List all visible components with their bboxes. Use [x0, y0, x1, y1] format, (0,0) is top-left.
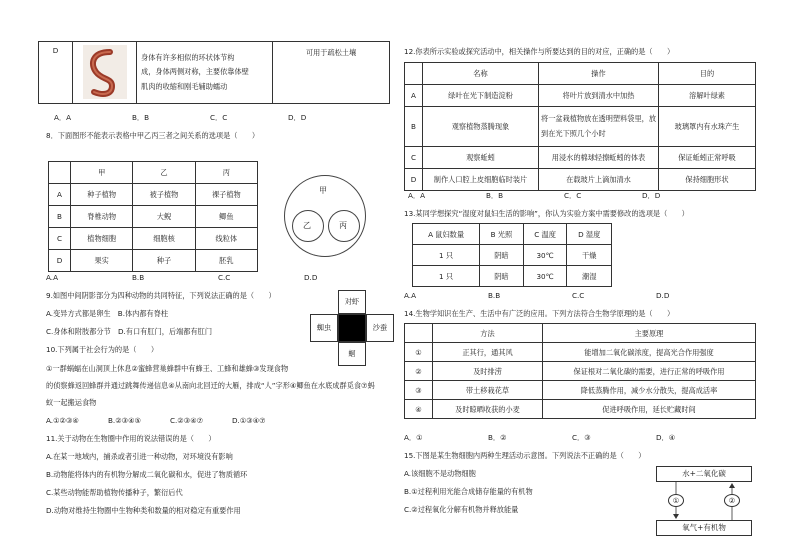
q11-choice[interactable]: C.某些动物能帮助植物传播种子，繁衍后代 [46, 488, 183, 497]
option-d[interactable]: D.D [656, 291, 670, 300]
q12-cell: A [405, 85, 423, 107]
option-a[interactable]: A.A [46, 273, 58, 282]
q13-cell: 1 只 [413, 266, 480, 287]
q8-cell: A [49, 184, 71, 206]
q7-desc-line: 身体有许多相似的环状体节构 [141, 52, 235, 62]
q7-options [54, 113, 306, 122]
q13-table [412, 223, 612, 287]
option-d[interactable]: D.D [304, 273, 318, 282]
q14-cell: 促进呼吸作用，延长贮藏时间 [543, 400, 756, 419]
option-d[interactable]: D．D [642, 191, 661, 200]
option-a[interactable]: A．A [408, 191, 426, 200]
q11-choice[interactable]: A.在某一地域内，捕杀或者引进一种动物，对环境没有影响 [46, 452, 233, 461]
q12-cell: 将一盆栽植物放在透明塑料袋里，放到在光下照几个小时 [539, 107, 659, 147]
q13-header: A 鼠妇数量 [413, 224, 480, 245]
option-b[interactable]: B.②③④⑤ [108, 416, 141, 425]
cross-center-shaded [338, 314, 366, 342]
q8-cell: B [49, 206, 71, 228]
q14-cell: ① [405, 343, 433, 362]
circle-label-bing: 丙 [339, 221, 347, 230]
q8-header: 乙 [133, 162, 195, 184]
option-d[interactable]: D.①③④⑦ [232, 416, 266, 425]
q13-header: C 温度 [523, 224, 567, 245]
q8-cell: 植物细胞 [71, 228, 133, 250]
q8-header: 甲 [71, 162, 133, 184]
q12-table [404, 62, 756, 191]
q14-header: 方法 [433, 324, 543, 343]
q13-cell: 1 只 [413, 245, 480, 266]
diagram-box-o2-organic: 氧气+有机物 [656, 520, 752, 536]
q14-cell: 正其行，通其风 [433, 343, 543, 362]
q8-cell: 裸子植物 [195, 184, 257, 206]
option-b[interactable]: B.B [132, 273, 145, 282]
q12-header: 操作 [539, 63, 659, 85]
q8-cell: 鲫鱼 [195, 206, 257, 228]
cross-right: 沙蚕 [366, 314, 394, 342]
circle-label-jia: 甲 [319, 186, 327, 195]
q7-desc-line: 肌肉的收缩和刚毛辅助蠕动 [141, 81, 228, 91]
option-b[interactable]: B.B [488, 291, 501, 300]
q7-desc-line: 成，身体两侧对称，主要依靠体壁 [141, 67, 249, 77]
q12-cell: D [405, 169, 423, 191]
option-c[interactable]: C.C [572, 291, 585, 300]
q12-cell: 观察蚯蚓 [423, 147, 539, 169]
q8-cell: 细胞核 [133, 228, 195, 250]
option-b[interactable]: B．② [488, 433, 507, 442]
option-b[interactable]: B．B [486, 191, 504, 200]
q7-row-description [137, 42, 273, 104]
q10-line: ①一群蜗蝠在山洞顶上休息②蜜蜂营巢蜂群中有蜂王、工蜂和雄蜂③发现食物 [46, 364, 289, 373]
option-a[interactable]: A.A [404, 291, 416, 300]
q8-cell: 脊椎动物 [71, 206, 133, 228]
cross-bottom: 蛔 [338, 342, 366, 366]
q14-cell: 及时晾晒收获的小麦 [433, 400, 543, 419]
q13-header: B 光照 [480, 224, 524, 245]
q7-row-label: D [39, 42, 73, 104]
q8-cell: 大鲵 [133, 206, 195, 228]
q14-table [404, 323, 756, 419]
q12-options [408, 191, 660, 200]
q10-line: 蚁一起搬运食物 [46, 398, 97, 407]
q15-choice[interactable]: A.该细胞不是动物细胞 [404, 469, 476, 478]
q14-cell: ② [405, 362, 433, 381]
option-c[interactable]: C.C [218, 273, 231, 282]
q13-cell: 干燥 [567, 245, 612, 266]
cross-left: 蜘虫 [310, 314, 338, 342]
q12-cell: C [405, 147, 423, 169]
q11-choice[interactable]: B.动物能将体内的有机物分解成二氧化碳和水，促进了物质循环 [46, 470, 248, 479]
q8-cell: 胚乳 [195, 250, 257, 272]
q12-cell: 玻璃罩内有水珠产生 [659, 107, 756, 147]
q15-stem: 15.下图是某生物细胞内两种生理活动示意图。下列说法不正确的是（ ） [404, 451, 646, 460]
q15-choice[interactable]: C.②过程氧化分解有机物并释放能量 [404, 505, 519, 514]
q8-cell: 果实 [71, 250, 133, 272]
q14-cell: 能增加二氧化碳浓度，提高光合作用强度 [543, 343, 756, 362]
q10-options [46, 416, 266, 425]
option-a[interactable]: A.①②③④ [46, 416, 79, 425]
q13-cell: 阴暗 [480, 266, 524, 287]
q8-cell: 种子 [133, 250, 195, 272]
q12-cell: 保持细胞形状 [659, 169, 756, 191]
q13-header: D 湿度 [567, 224, 612, 245]
q14-header [405, 324, 433, 343]
q8-options [46, 273, 317, 282]
q9-choice[interactable]: A.变异方式都是卵生 B.体内都有脊柱 [46, 309, 169, 318]
q7-table-row [38, 41, 390, 104]
q12-cell: 保证蚯蚓正常呼吸 [659, 147, 756, 169]
q13-cell: 30℃ [523, 245, 567, 266]
q13-stem: 13.某同学想探究“湿度对鼠妇生活的影响”，你认为实验方案中需要修改的选项是（ ） [404, 209, 689, 218]
q8-stem: 8．下面图形不能表示表格中甲乙丙三者之间关系的选项是（ ） [46, 131, 260, 140]
q8-cell: C [49, 228, 71, 250]
circle-label-yi: 乙 [303, 221, 311, 230]
q13-cell: 潮湿 [567, 266, 612, 287]
q14-cell: 降低蒸腾作用，减少水分散失，提高成活率 [543, 381, 756, 400]
q12-cell: 制作人口腔上皮细胞临时装片 [423, 169, 539, 191]
q12-cell: 用浸水的棉球轻擦蚯蚓的体表 [539, 147, 659, 169]
q12-cell: 将叶片放到清水中加热 [539, 85, 659, 107]
q12-header [405, 63, 423, 85]
option-c[interactable]: C．C [210, 113, 228, 122]
option-b[interactable]: B．B [132, 113, 150, 122]
q12-cell: B [405, 107, 423, 147]
q8-cell: 被子植物 [133, 184, 195, 206]
q14-cell: ③ [405, 381, 433, 400]
q14-cell: 带土移栽花草 [433, 381, 543, 400]
option-d[interactable]: D．④ [656, 433, 676, 442]
q13-cell: 30℃ [523, 266, 567, 287]
q12-cell: 绿叶在光下制造淀粉 [423, 85, 539, 107]
q12-cell: 观察植物蒸腾现象 [423, 107, 539, 147]
q14-stem: 14.生物学知识在生产、生活中有广泛的应用。下列方法符合生物学原理的是（ ） [404, 309, 675, 318]
q12-cell: 溶解叶绿素 [659, 85, 756, 107]
q8-cell: 种子植物 [71, 184, 133, 206]
process-label-2: ② [724, 494, 740, 507]
q14-cell: 及时排涝 [433, 362, 543, 381]
option-a[interactable]: A．A [54, 113, 72, 122]
process-label-1: ① [668, 494, 684, 507]
q14-cell: ④ [405, 400, 433, 419]
q10-stem: 10.下列属于社会行为的是（ ） [46, 345, 159, 354]
option-c[interactable]: C.②③④⑦ [170, 416, 204, 425]
earthworm-image [73, 42, 137, 104]
q14-cell: 保证根对二氧化碳的需要，进行正常的呼吸作用 [543, 362, 756, 381]
q8-header [49, 162, 71, 184]
q9-choice[interactable]: C.身体和附肢都分节 D.有口有肛门，后端都有肛门 [46, 327, 213, 336]
option-c[interactable]: C．③ [572, 433, 591, 442]
option-d[interactable]: D．D [288, 113, 307, 122]
q10-line: 的侦察蜂返回蜂群并通过跳舞传递信息④从南向北回迁的大雁，排成“人”字形④鲫鱼在水底成群觅食⑦蚂 [46, 381, 375, 390]
q9-stem: 9.如图中间阴影部分为四种动物的共同特征，下列说法正确的是（ ） [46, 291, 276, 300]
q15-choice[interactable]: B.①过程利用光能合成储存能量的有机物 [404, 487, 533, 496]
q11-choice[interactable]: D.动物对维持生物圈中生物种类和数量的相对稳定有重要作用 [46, 506, 241, 515]
q13-cell: 阴暗 [480, 245, 524, 266]
q13-options [404, 291, 669, 300]
q14-header: 主要原理 [543, 324, 756, 343]
q14-options [404, 433, 675, 442]
q11-stem: 11.关于动物在生物圈中作用的说法错误的是（ ） [46, 434, 216, 443]
q8-cell: D [49, 250, 71, 272]
q8-cell: 线粒体 [195, 228, 257, 250]
option-c[interactable]: C．C [564, 191, 582, 200]
q8-table [48, 161, 258, 272]
q8-header: 丙 [195, 162, 257, 184]
q12-stem: 12.你表所示实验或探究活动中，相关操作与所要达到的目的对应，正确的是（ ） [404, 47, 675, 56]
q12-header: 名称 [423, 63, 539, 85]
cross-top: 对虾 [338, 290, 366, 314]
q12-cell: 在载玻片上滴加清水 [539, 169, 659, 191]
q12-header: 目的 [659, 63, 756, 85]
diagram-box-water-co2: 水+二氧化碳 [656, 466, 752, 482]
option-a[interactable]: A．① [404, 433, 423, 442]
q7-row-use: 可用于疏松土壤 [273, 42, 390, 104]
earthworm-icon [82, 44, 128, 100]
